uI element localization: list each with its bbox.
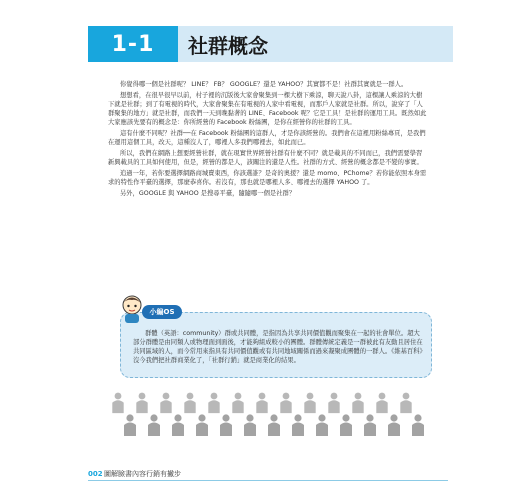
- person-icon: [376, 393, 387, 414]
- person-icon: [172, 414, 184, 436]
- mascot-icon: [118, 294, 146, 324]
- paragraph: 想想看，在很早很早以前，村子裡的沉版後大家會聚集到一棵大樹下乘涼，聊天說八卦，這棵讓人乘涼的大樹下就是社群；到了有電視的時代，大家會聚集在有電視的人家中看電視，而那戶人家就是社群。所以，說穿了「人群聚集的地方」就是社群，而我們一天到晚黏著的 LINE、Facebook 呢？它是工具！是社群的運用工具。既然如此大家應該先要有的概念是：你所經營的 Facebook 粉絲團，是你在經營你的社群的工具。: [108, 92, 427, 126]
- section-title: 社群概念: [178, 26, 453, 62]
- person-icon: [136, 393, 147, 414]
- person-icon: [364, 414, 376, 436]
- person-icon: [148, 414, 160, 436]
- person-icon: [292, 414, 304, 436]
- book-title: 圖解臉書內容行銷有撇步: [104, 470, 181, 478]
- paragraph: 追過一年，若你要選擇網路商城賣東西，你該選誰？是奇的奧援？還是 momo、PChome？若你能依照本身需求的特性作平臺的選擇，那麼恭喜你。若沒有，那也就是哪裡人多、哪裡去的選擇 YAHOO 了。: [108, 170, 427, 186]
- person-icon: [412, 414, 424, 436]
- person-icon: [220, 414, 232, 436]
- person-icon: [268, 414, 280, 436]
- person-icon: [112, 393, 123, 414]
- person-icon: [304, 393, 315, 414]
- body-text: [108, 80, 428, 200]
- paragraph: 所以，我們在網路上想要經營社群，就在現實世界經營社群有什麼不同？就是載具的不同而已，我們需要學習新興載具的工具如何使用，但是，經營的都是人，該關注的還是人性。社群的方式、經營的概念都是不變的事實。: [108, 150, 423, 166]
- person-icon: [244, 414, 256, 436]
- person-icon: [352, 393, 363, 414]
- person-icon: [328, 393, 339, 414]
- section-header: [88, 26, 453, 62]
- person-icon: [256, 393, 267, 414]
- paragraph: 另外，GOOGLE 與 YAHOO 是搜尋平臺，隨隨哪一個是社群？: [120, 190, 296, 197]
- person-icon: [196, 414, 208, 436]
- footer-divider: [88, 480, 448, 481]
- person-icon: [232, 393, 243, 414]
- section-number: 1-1: [88, 26, 178, 62]
- person-icon: [208, 393, 219, 414]
- person-icon: [280, 393, 291, 414]
- person-icon: [340, 414, 352, 436]
- editor-note-tag: 小編OS: [142, 305, 182, 319]
- person-icon: [388, 414, 400, 436]
- person-icon: [400, 393, 411, 414]
- page-number: 002: [88, 470, 103, 478]
- editor-note-box: [120, 312, 432, 378]
- paragraph: 這有什麼不同呢？社群──在 Facebook 粉絲團的這群人，才是你該經營的。我們會在這裡用粉絲專頁，是我們在運用這個工具，改天，這種沒人了，哪裡人多我們哪裡去，如此而已。: [108, 130, 426, 146]
- editor-note-text: 群體（英語：community）群或共同體，是指因為共享共同價值觀而聚集在一起的社會單位。超大部分群體是由同類人或物理面到面後，才能夠組成較小的團體。群體傳統定義是一群被此有友動且居住在共同區域的人，而今常用來指具有共同價值觀或有共同地域關係而過來凝聚成團體的一群人。《維基百科》沒今我們把社群商業化了，「社群行銷」就是商業化的結果。: [133, 330, 423, 364]
- paragraph: 你覺得哪一個是社群呢？ LINE？ FB？ GOOGLE？還是 YAHOO？其實都不是！社群其實就是一群人。: [120, 81, 408, 88]
- person-icon: [316, 414, 328, 436]
- person-icon: [160, 393, 171, 414]
- crowd-illustration: [108, 388, 438, 454]
- person-icon: [124, 414, 136, 436]
- person-icon: [184, 393, 195, 414]
